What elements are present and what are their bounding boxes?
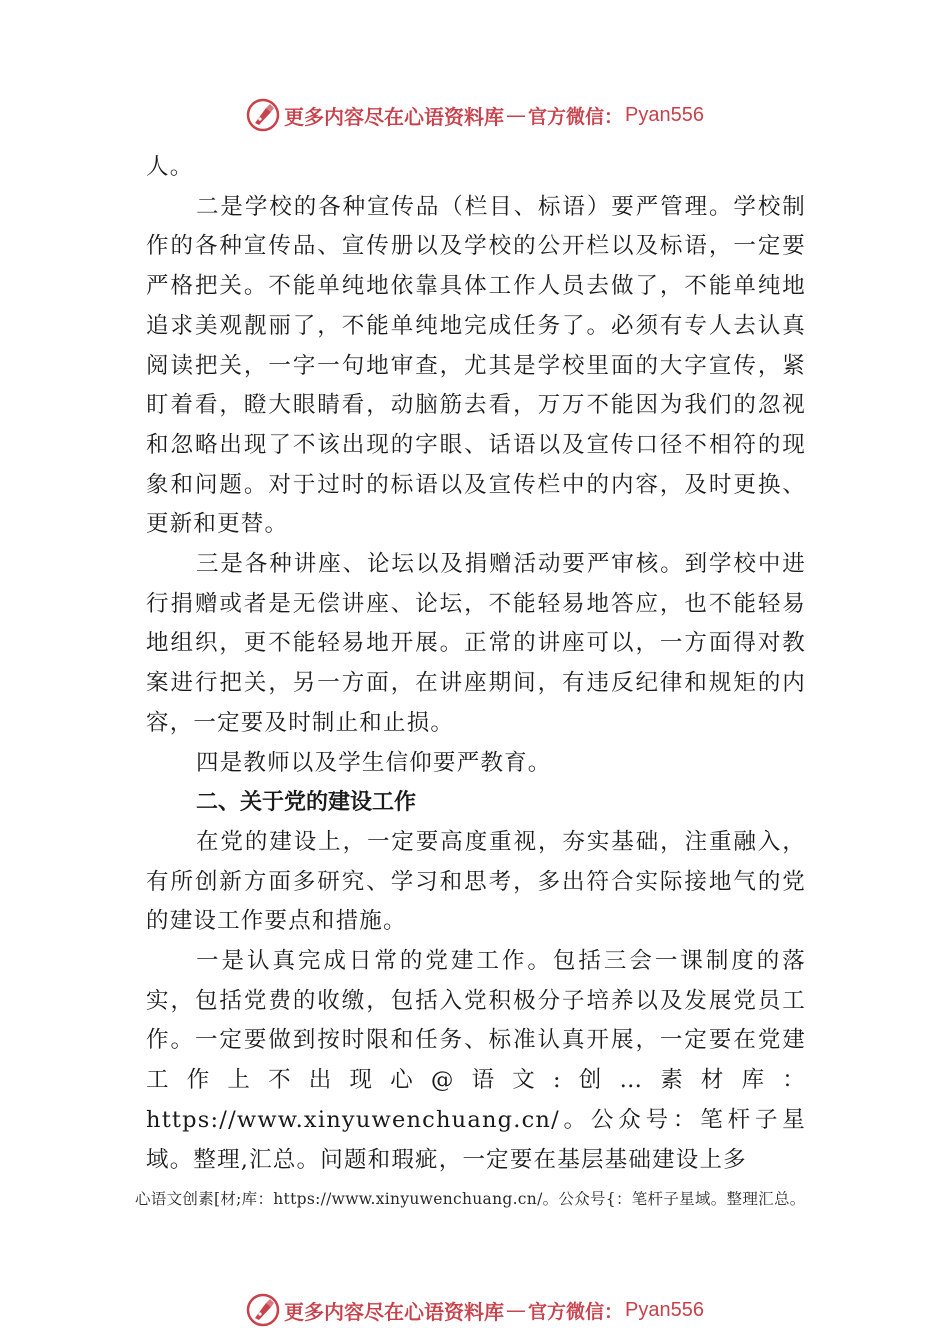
banner-wechat-id: Pyan556: [625, 103, 704, 126]
banner-text: 更多内容尽在心语资料库: [284, 1299, 504, 1324]
pen-nib-logo-icon: [246, 98, 280, 132]
document-body: [146, 148, 806, 1180]
banner-wechat-id: Pyan556: [625, 1298, 704, 1321]
footer-note: 心语文创素[材;库：https://www.xinyuwenchuang.cn/。公众号{：笔杆子星域。整理汇总。: [135, 1190, 806, 1208]
paragraph: 四是教师以及学生信仰要严教育。: [196, 749, 552, 776]
paragraph-continuation: 人。: [146, 154, 194, 180]
header-banner: [0, 95, 950, 135]
banner-wechat-label: 官方微信：: [528, 105, 624, 128]
banner-wechat-label: 官方微信：: [528, 1300, 624, 1323]
paragraph: 三是各种讲座、论坛以及捐赠活动要严审核。到学校中进行捐赠或者是无偿讲座、论坛，不能轻易地答应，也不能轻易地组织，更不能轻易地开展。正常的讲座可以，一方面得对教案进行把关，另一方面，在讲座期间，有违反纪律和规矩的内容，一定要及时制止和止损。: [146, 551, 806, 736]
pen-nib-logo-icon: [246, 1293, 280, 1327]
section-heading: 二、关于党的建设工作: [196, 790, 417, 816]
paragraph: 一是认真完成日常的党建工作。包括三会一课制度的落实，包括党费的收缴，包括入党积极分子培养以及发展党员工作。一定要做到按时限和任务、标准认真开展，一定要在党建工作上不出现心@语文:创…素材库：https://www.xinyuwenchuang.cn/。公众号：笔杆子星域。整理,汇总。问题和瑕疵，一定要在基层基础建设上多: [146, 948, 806, 1173]
paragraph: 二是学校的各种宣传品（栏目、标语）要严管理。学校制作的各种宣传品、宣传册以及学校的公开栏以及标语，一定要严格把关。不能单纯地依靠具体工作人员去做了，不能单纯地追求美观靓丽了，不能单纯地完成任务了。必须有专人去认真阅读把关，一字一句地审查，尤其是学校里面的大字宣传，紧盯着看，瞪大眼睛看，动脑筋去看，万万不能因为我们的忽视和忽略出现了不该出现的字眼、话语以及宣传口径不相符的现象和问题。对于过时的标语以及宣传栏中的内容，及时更换、更新和更替。: [146, 193, 806, 538]
banner-text: 更多内容尽在心语资料库: [284, 104, 504, 129]
banner-separator: —: [506, 1298, 526, 1322]
footer-banner: [0, 1290, 950, 1330]
paragraph: 在党的建设上，一定要高度重视，夯实基础，注重融入，有所创新方面多研究、学习和思考，多出符合实际接地气的党的建设工作要点和措施。: [146, 828, 806, 935]
banner-separator: —: [506, 103, 526, 127]
